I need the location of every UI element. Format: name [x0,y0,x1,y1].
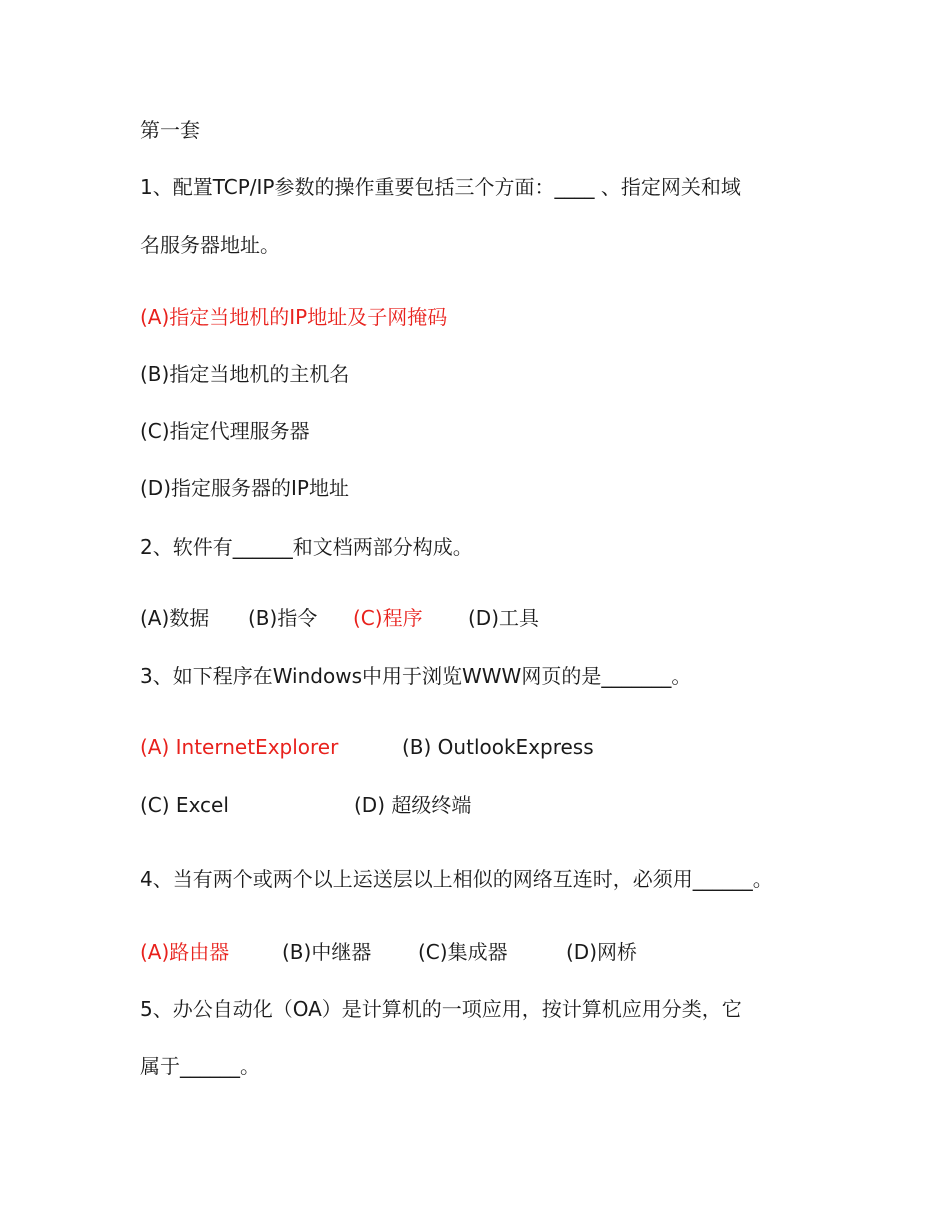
question-4-text: 4、当有两个或两个以上运送层以上相似的网络互连时，必须用______。 [140,867,773,891]
question-1-option-b: (B)指定当地机的主机名 [140,362,350,386]
question-3-text: 3、如下程序在Windows中用于浏览WWW网页的是_______。 [140,664,692,688]
question-3-option-d: (D) 超级终端 [354,793,472,817]
question-3-option-c: (C) Excel [140,793,229,817]
question-3-option-a: (A) InternetExplorer [140,735,339,759]
question-1-text-line-2: 名服务器地址。 [140,233,280,257]
question-1-option-c: (C)指定代理服务器 [140,419,310,443]
question-4-option-a: (A)路由器 [140,940,230,964]
question-5-text-line-1: 5、办公自动化（OA）是计算机的一项应用，按计算机应用分类，它 [140,997,742,1021]
question-4-option-c: (C)集成器 [418,940,508,964]
question-2-option-d: (D)工具 [468,606,540,630]
question-1-option-a: (A)指定当地机的IP地址及子网掩码 [140,305,448,329]
question-4-option-b: (B)中继器 [282,940,372,964]
question-2-option-a: (A)数据 [140,606,210,630]
question-2-text: 2、软件有______和文档两部分构成。 [140,535,473,559]
question-2-option-b: (B)指令 [248,606,318,630]
question-2-option-c: (C)程序 [353,606,423,630]
question-1-text-line-1: 1、配置TCP/IP参数的操作重要包括三个方面：____ 、指定网关和域 [140,175,741,199]
page-heading: 第一套 [140,118,200,142]
question-5-text-line-2: 属于______。 [140,1054,260,1078]
question-3-option-b: (B) OutlookExpress [402,735,594,759]
question-1-option-d: (D)指定服务器的IP地址 [140,476,349,500]
question-4-option-d: (D)网桥 [566,940,638,964]
